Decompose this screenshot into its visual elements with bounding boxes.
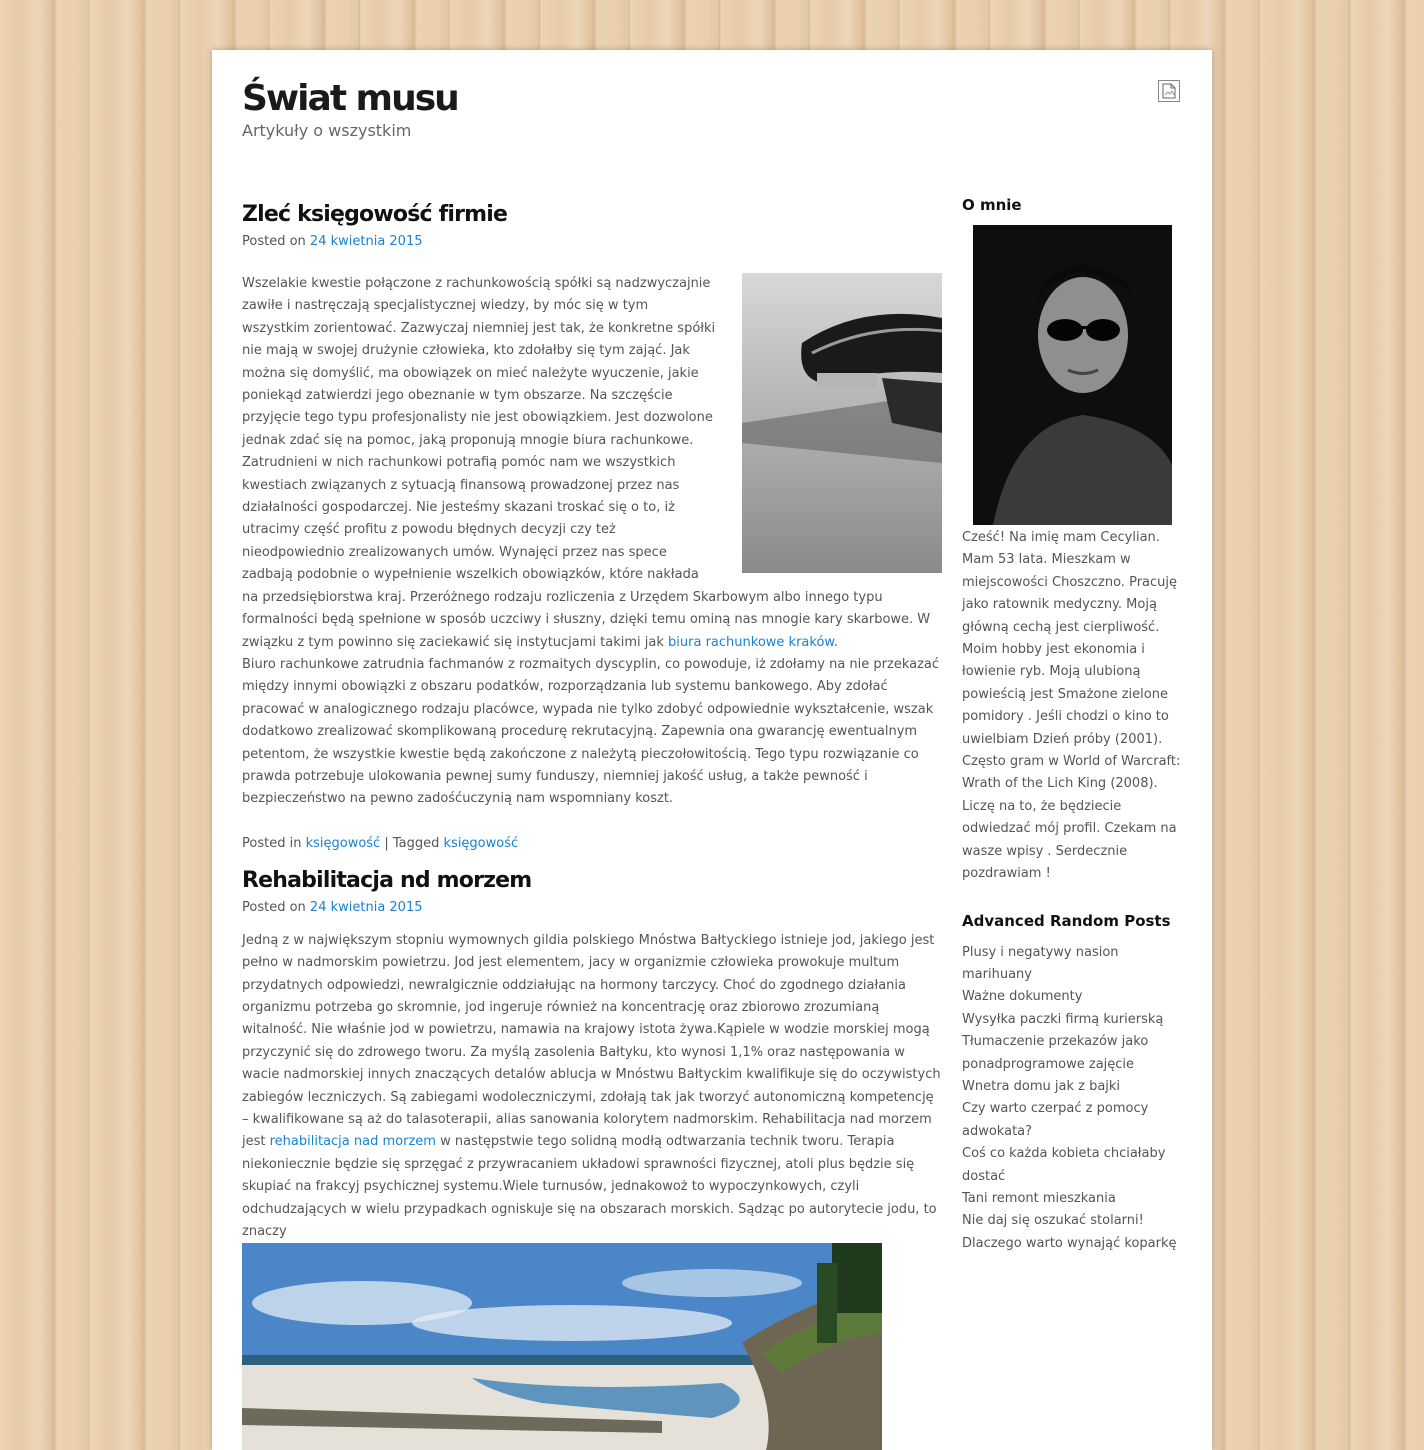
widget-title: O mnie	[962, 196, 1022, 214]
avatar	[973, 225, 1172, 525]
sidebar	[962, 190, 1182, 1255]
post-paragraph: Biuro rachunkowe zatrudnia fachmanów z rozmaitych dyscyplin, co powoduje, iż zdołamy na nie przekazać między innymi obowiązki z obszaru podatków, rozporządzania lub systemu bankowego. Aby zdołać pracować w analogicznego rodzaju placówce, wypada nie tylko zdobyć odpowiednie wykształcenie, wszak dodatkowo zrealizować skomplikowaną procedurę rekrutacyjną. Zapewnia ona gwarancję ewentualnym petentom, że wszystkie kwestie będą zakończone z należytą pieczołowitością. Tego typu rozwiązanie co prawda potrzebuje ulokowania pewnej sumy funduszy, niemniej jakość usług, a także pewność i bezpieczeństwo na pewno zadośćuczynią nam wspomniany koszt.	[242, 656, 940, 807]
random-post-link[interactable]: Czy warto czerpać z pomocy adwokata?	[962, 1101, 1149, 1139]
post-date-link[interactable]: 24 kwietnia 2015	[309, 234, 423, 249]
post-title[interactable]: Rehabilitacja nd morzem	[242, 867, 532, 893]
random-post-link[interactable]: Ważne dokumenty	[962, 989, 1083, 1005]
post-meta	[242, 897, 942, 919]
random-post-link[interactable]: Plusy i negatywy nasion marihuany	[962, 944, 1119, 982]
about-text: Cześć! Na imię mam Cecylian. Mam 53 lata. Mieszkam w miejscowości Choszczno. Pracuję jako ratownik medyczny. Moją główną cechą jest cierpliwość. Moim hobby jest ekonomia i łowienie ryb. Moją ulubioną powieścią jest Smażone zielone pomidory . Jeśli chodzi o kino to uwielbiam Dzień próby (2001). Często gram w World of Warcraft: Wrath of the Lich King (2008). Liczę na to, że będziecie odwiedzać mój profil. Czekam na wasze wpisy . Serdecznie pozdrawiam !	[962, 530, 1181, 882]
post-article	[242, 200, 942, 855]
random-posts-widget	[962, 906, 1182, 1256]
post-date-link[interactable]: 24 kwietnia 2015	[309, 899, 423, 915]
post-title[interactable]: Zleć księgowość firmie	[242, 202, 508, 227]
about-widget	[962, 190, 1182, 886]
paragraph-text: Jedną z w największym stopniu wymownych gildia polskiego Mnóstwa Bałtyckiego istnieje jod, jakiego jest pełno w nadmorskim powietrzu. Jod jest elementem, jacy w organizmie człowieka prowokuje multum przydatnych odpowiedzi, newralgicznie oddziałując na hormony tarczycy. Choć do zgodnego działania organizmu potrzeba go skromnie, jod ingeruje również na koncentrację oraz zbiorowo zrozumianą witalność. Nie właśnie jod w powietrzu, namawia na krajowy istota żywa.Kąpiele w wodzie morskiej mogą przyczynić się do zdrowego tworu. Za myślą zasolenia Bałtyku, kto wynosi 1,1% oraz następowania w wacie nadmorskiej innych znaczących detalów ablucja w Mnóstwu Bałtyckim kwalifikuje się do oczywistych zabiegów leczniczych. Są zabiegami wodoleczniczymi, zdołają tak jak tworzyć autonomiczną kompetencję – kwalifikowane są aż do talasoterapii, alias sanowania kolorytem nadmorskim. Rehabilitacja nad morzem jest	[242, 932, 941, 1150]
posted-on-label: Posted on	[242, 899, 306, 915]
random-post-link[interactable]: Tłumaczenie przekazów jako ponadprogramowe zajęcie	[962, 1034, 1149, 1072]
random-post-link[interactable]: Tani remont mieszkania	[962, 1190, 1116, 1206]
stapler-image	[742, 273, 942, 573]
posted-in-label: Posted in	[242, 835, 302, 851]
random-post-link[interactable]: Nie daj się oszukać stolarni!	[962, 1213, 1144, 1229]
random-posts-list	[962, 942, 1182, 1256]
post-content	[242, 273, 942, 811]
posted-on-label: Posted on	[242, 234, 306, 249]
post-paragraph: Zatrudnieni w nich rachunkowi potrafią pomóc nam we wszystkich kwestiach związanych z sytuacją finansową prowadzonej przez nas działalności gospodarczej. Nie jesteśmy skazani troskać się o to, iż utracimy część profitu z powodu błędnych decyzji czy też nieodpowiednio zrealizowanych umów. Wynajęci przez nas spece zadbają podobnie o wypełnienie wszelkich obowiązków, które nakłada na przedsiębiorstwa kraj. Przeróżnego rodzaju rozliczenia z Urzędem Skarbowym albo innego typu formalności będą spełnione w sposób uczciwy i słuszny, dzięki temu ominą nas mnogie kary skarbowe. W związku z tym powinno się zaciekawić się instytucjami takimi jak biura rachunkowe kraków.	[242, 455, 931, 650]
category-link[interactable]: księgowość	[305, 835, 381, 851]
beach-image	[242, 1243, 882, 1450]
main-content	[242, 200, 942, 1450]
widget-title: Advanced Random Posts	[962, 911, 1171, 930]
post-article	[242, 866, 942, 1450]
tagged-label: | Tagged	[384, 835, 440, 851]
broken-image-icon[interactable]	[1158, 80, 1180, 102]
tag-link[interactable]: księgowość	[443, 835, 519, 851]
site-title[interactable]: Świat musu	[242, 78, 458, 119]
post-meta	[242, 231, 942, 253]
rehabilitacja-link[interactable]: rehabilitacja nad morzem	[269, 1134, 436, 1150]
paragraph-text: w następstwie tego solidną modłą odtwarzania technik tworu. Terapia niekoniecznie będzie się sprzęgać z przywracaniem układowi sprawności fizycznej, atoli plus będzie się skupiać na frakcyj psychicznej systemu.Wiele turnusów, jednakowoż to wypoczynkowych, czyli odchudzających w wielu przypadkach ogniskuje się na obszarach morskich. Sądząc po autorytecie jodu, to znaczy	[242, 1134, 937, 1240]
random-post-link[interactable]: Coś co każda kobieta chciałaby dostać	[962, 1146, 1166, 1184]
random-post-link[interactable]: Wysyłka paczki firmą kurierską	[962, 1011, 1164, 1027]
page-container	[212, 50, 1212, 1450]
random-post-link[interactable]: Dlaczego warto wynająć koparkę	[962, 1235, 1177, 1251]
post-paragraph	[242, 930, 942, 1244]
biura-rachunkowe-link[interactable]: biura rachunkowe kraków	[668, 634, 834, 650]
post-content	[242, 930, 942, 1244]
post-footer-meta	[242, 833, 942, 855]
random-post-link[interactable]: Wnetra domu jak z bajki	[962, 1078, 1121, 1094]
post-paragraph: Wszelakie kwestie połączone z rachunkowością spółki są nadzwyczajnie zawiłe i nastręczają specjalistycznej wiedzy, by móc się w tym wszystkim zorientować. Zazwyczaj niemniej jest tak, że konkretne spółki nie mają w swojej drużynie człowieka, kto zdołałby się tym zająć. Jak można się domyślić, ma obowiązek on mieć należyte wyuczenie, jakie poniekąd zatwierdzi jego obeznanie w tym obszarze. Na szczęście przyjęcie tego typu profesjonalisty nie jest obowiązkiem. Jest dozwolone jednak zdać się na pomoc, jaką proponują mnogie biura rachunkowe.	[242, 276, 716, 448]
site-description: Artykuły o wszystkim	[242, 121, 412, 140]
paragraph-text: Zatrudnieni w nich rachunkowi potrafią pomóc nam we wszystkich kwestiach związanych z sytuacją finansową prowadzonej przez nas działalności gospodarczej. Nie jesteśmy skazani troskać się o to, iż utracimy część profitu z powodu błędnych decyzji czy też nieodpowiednio zrealizowanych umów. Wynajęci przez nas spece zadbają podobnie o wypełnienie wszelkich obowiązków, które nakłada na przedsiębiorstwa kraj. Przeróżnego rodzaju rozliczenia z Urzędem Skarbowym albo innego typu formalności będą spełnione w sposób uczciwy i słuszny, dzięki temu ominą nas mnogie kary skarbowe. W związku z tym powinno się zaciekawić się instytucjami takimi jak	[242, 455, 931, 650]
